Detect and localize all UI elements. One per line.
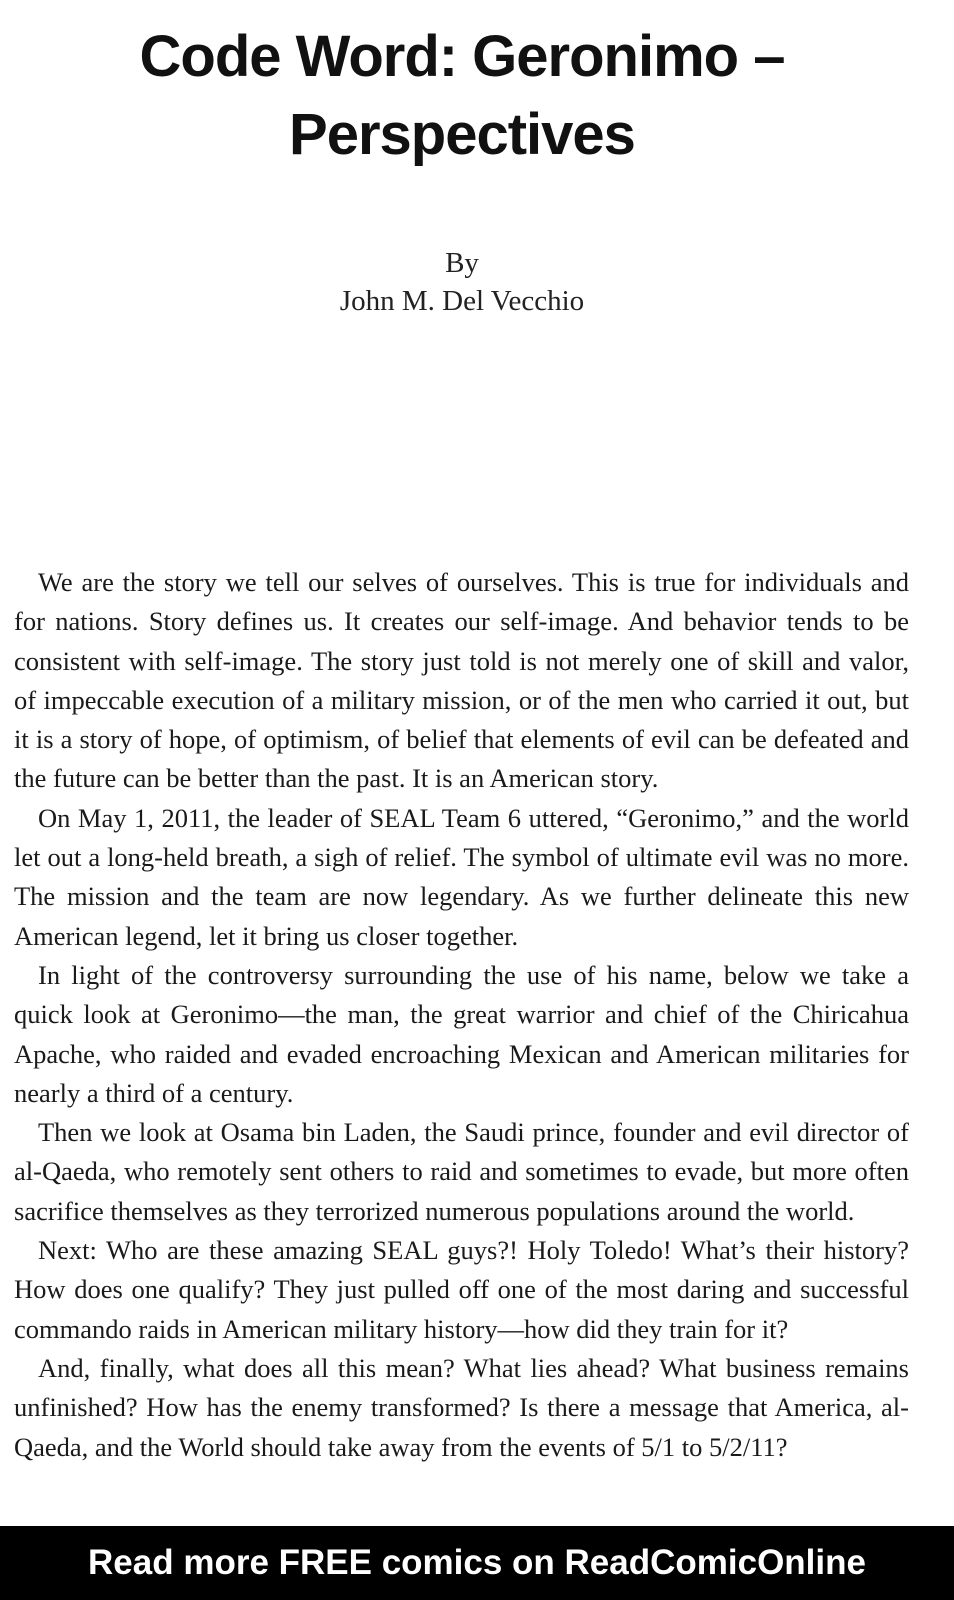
- paragraph-6: And, finally, what does all this mean? What lies ahead? What business remains unfinished? How has the enemy transformed? Is there a message that America, al-Qaeda, and the World should take away from the events of 5/1 to 5/2/11?: [14, 1352, 909, 1462]
- paragraph-1: We are the story we tell our selves of ourselves. This is true for individuals and for nations. Story defines us. It creates our self-image. And behavior tends to be consistent with self-image. The story just told is not merely one of skill and valor, of impeccable execution of a military mission, or of the men who carried it out, but it is a story of hope, of optimism, of belief that elements of evil can be defeated and the future can be better than the past. It is an American story.: [14, 567, 909, 794]
- paragraph-3: In light of the controversy surrounding the use of his name, below we take a quick look at Geronimo—the man, the great warrior and chief of the Chiricahua Apache, who raided and evaded encroaching Mexican and American militaries for nearly a third of a century.: [14, 959, 909, 1108]
- author-name: John M. Del Vecchio: [339, 285, 585, 317]
- footer-banner: [0, 1526, 954, 1600]
- paragraph-4: Then we look at Osama bin Laden, the Saudi prince, founder and evil director of al-Qaeda, who remotely sent others to raid and sometimes to evade, but more often sacrifice themselves as they terrorized numerous populations around the world.: [14, 1117, 909, 1226]
- by-label: By: [445, 247, 479, 279]
- body-text: [14, 563, 909, 1467]
- paragraph-5: Next: Who are these amazing SEAL guys?! Holy Toledo! What’s their history? How does one qualify? They just pulled off one of the most daring and successful commando raids in American military history—how did they train for it?: [14, 1235, 909, 1344]
- byline: [0, 244, 924, 320]
- read-more-link[interactable]: Read more FREE comics on ReadComicOnline: [88, 1543, 866, 1582]
- page-title: [0, 18, 924, 174]
- title-line-2: Perspectives: [289, 102, 635, 167]
- title-line-1: Code Word: Geronimo –: [139, 24, 785, 89]
- paragraph-2: On May 1, 2011, the leader of SEAL Team 6 uttered, “Geronimo,” and the world let out a long-held breath, a sigh of relief. The symbol of ultimate evil was no more. The mission and the team are now legendary. As we further delineate this new American legend, let it bring us closer together.: [14, 802, 909, 951]
